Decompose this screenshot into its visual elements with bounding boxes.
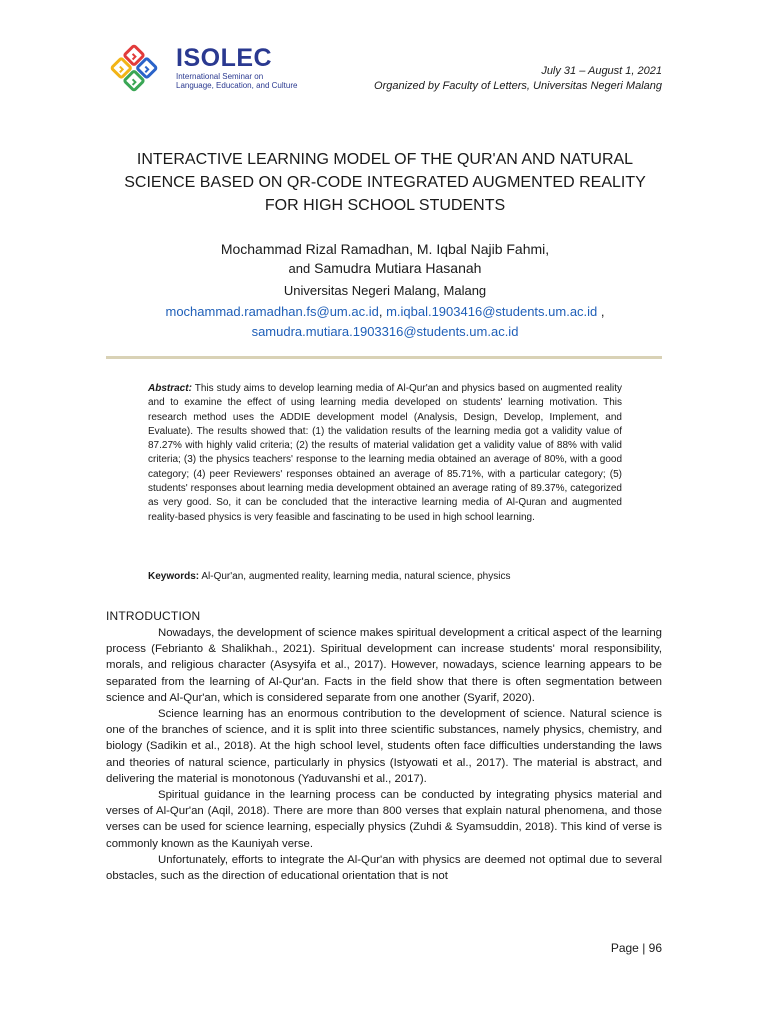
author-third: Samudra Mutiara Hasanah xyxy=(314,260,482,276)
conference-date: July 31 – August 1, 2021 xyxy=(541,65,662,77)
paper-title xyxy=(100,148,670,217)
paragraph: Nowadays, the development of science makes spiritual development a critical aspect of the learning process (Febrianto & Shalikhah., 2021). Spiritual development can increase students' moral responsibility, morals, and religious character (Asysyifa et al., 2017). However, nowadays, science learning appears to be separated from the learning of Al-Qur'an. Facts in the field show that there is often segmentation between science and Al-Qur'an, which is considered separate from one another (Syarif, 2020). xyxy=(106,627,662,704)
email-link-1[interactable]: mochammad.ramadhan.fs@um.ac.id xyxy=(165,304,379,319)
conference-info xyxy=(374,64,662,94)
title-line-2: SCIENCE BASED ON QR-CODE INTEGRATED AUGMENTED REALITY xyxy=(124,174,646,191)
page-number: Page | 96 xyxy=(610,941,662,955)
authors-line-1: Mochammad Rizal Ramadhan, M. Iqbal Najib Fahmi, xyxy=(220,241,550,257)
paragraph: Unfortunately, efforts to integrate the Al-Qur'an with physics are deemed not optimal due to several obstacles, such as the direction of educational orientation that is not xyxy=(106,853,662,883)
keywords-label: Keywords: xyxy=(148,571,200,582)
isolec-logo xyxy=(104,40,304,96)
logo-subtitle xyxy=(176,72,297,90)
keywords xyxy=(148,570,622,584)
conference-organizer: Organized by Faculty of Letters, Universitas Negeri Malang xyxy=(374,80,662,92)
title-line-1: INTERACTIVE LEARNING MODEL OF THE QUR'AN AND NATURAL xyxy=(136,151,634,168)
paragraph: Science learning has an enormous contribution to the development of science. Natural science is one of the branches of science, and it is split into three scientific substances, namely physics, chemistry, and biology (Sadikin et al., 2018). At the high school level, students often face difficulties understanding the laws and theories of natural science, particularly in physics (Istyowati et al., 2017). The material is abstract, and delivering the material is monotonous (Yaduvanshi et al., 2017). xyxy=(106,708,662,785)
author-emails: mochammad.ramadhan.fs@um.ac.id, m.iqbal.1903416@students.um.ac.id , samudra.mutiara.1903316@students.um.ac.id xyxy=(165,304,605,339)
author-list xyxy=(100,240,670,278)
logo-emblem-icon xyxy=(104,40,174,96)
affiliation: Universitas Negeri Malang, Malang xyxy=(283,283,487,298)
header-divider xyxy=(106,356,662,359)
authors-and: and xyxy=(288,261,311,276)
logo-subtitle-line1: International Seminar on xyxy=(176,72,264,81)
abstract-text: This study aims to develop learning media of Al-Qur'an and physics based on augmented reality and to examine the effect of using learning media developed on students' learning motivation. This research method uses the ADDIE development model (Analysis, Design, Develop, Implement, and Evaluate). The results showed that: (1) the validation results of the learning media got a validity value of 87.27% with highly valid criteria; (2) the results of material validation get a validity value of 88% with valid criteria; (3) the physics teachers' response to the learning media obtained an average of 80%, with a good category; (4) peer Reviewers' responses obtained an average of 85.71%, with a particular category; (5) students' responses about learning media development obtained an average rating of 89.37%, categorized as very good. So, it can be concluded that the interactive learning media of Al-Quran and augmented reality-based physics is very feasible and fascinating to be used in high school learning. xyxy=(148,383,622,523)
section-heading-introduction: INTRODUCTION xyxy=(106,609,201,623)
logo-subtitle-line2: Language, Education, and Culture xyxy=(176,81,298,90)
authors-line-2 xyxy=(100,259,670,278)
title-line-3: FOR HIGH SCHOOL STUDENTS xyxy=(264,197,506,214)
abstract-label: Abstract: xyxy=(148,383,192,394)
email-link-2[interactable]: m.iqbal.1903416@students.um.ac.id xyxy=(386,304,598,319)
introduction-body xyxy=(106,625,662,884)
logo-name: ISOLEC xyxy=(176,44,273,72)
email-link-3[interactable]: samudra.mutiara.1903316@students.um.ac.id xyxy=(251,324,519,339)
abstract xyxy=(148,382,622,525)
paragraph: Spiritual guidance in the learning process can be conducted by integrating physics material and verses of Al-Qur'an (Aqil, 2018). There are more than 800 verses that explain natural phenomena, and those verses can be used for science learning, especially physics (Zuhdi & Syamsuddin, 2018). This kind of verse is commonly known as the Kauniyah verse. xyxy=(106,789,662,850)
keywords-text: Al-Qur'an, augmented reality, learning media, natural science, physics xyxy=(201,571,511,582)
